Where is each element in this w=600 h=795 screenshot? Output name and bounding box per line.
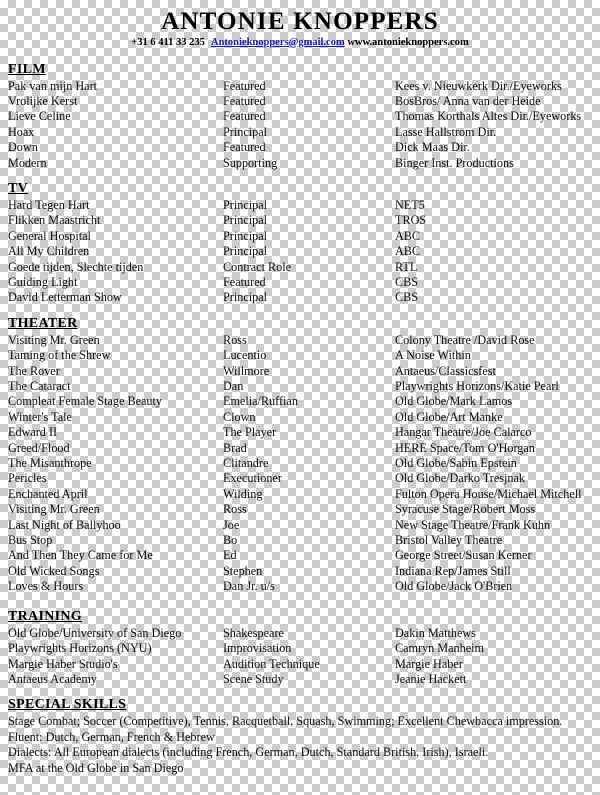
section-title-special-skills: SPECIAL SKILLS <box>8 697 127 713</box>
table-row <box>8 394 592 409</box>
table-row <box>8 364 592 379</box>
credit-title: Modern <box>8 155 47 170</box>
table-row <box>8 140 592 155</box>
special-skills-body <box>8 714 592 776</box>
table-row <box>8 548 592 563</box>
credit-title: Hoax <box>8 124 35 139</box>
credit-title: Bus Stop <box>8 533 53 548</box>
credits-table-training <box>8 626 592 688</box>
credit-role: Executioner <box>223 471 282 486</box>
credit-title: Hard Tegen Hart <box>8 197 90 212</box>
contact-line <box>8 37 592 48</box>
table-row <box>8 213 592 228</box>
credit-title: General Hospital <box>8 228 91 243</box>
credit-role: Clitandre <box>223 456 269 471</box>
training-subject: Shakespeare <box>223 625 284 640</box>
credit-role: Ed <box>223 548 237 563</box>
credit-role: Principal <box>223 228 268 243</box>
training-institution: Margie Haber Studio's <box>8 656 118 671</box>
credit-title: All My Children <box>8 244 90 259</box>
credit-role: Ross <box>223 502 247 517</box>
table-row <box>8 564 592 579</box>
table-row <box>8 672 592 687</box>
table-row <box>8 579 592 594</box>
credit-role: Emelia/Ruffian <box>223 394 298 409</box>
credit-company: Fulton Opera House/Michael Mitchell <box>395 486 582 501</box>
credit-company: CBS <box>395 274 419 289</box>
credit-company: Bristol Valley Theatre <box>395 533 503 548</box>
table-row <box>8 244 592 259</box>
credit-title: Pak van mijn Hart <box>8 78 98 93</box>
credit-company: George Street/Susan Kerner <box>395 548 532 563</box>
credit-role: Supporting <box>223 155 278 170</box>
credit-company: Playwrights Horizons/Katie Pearl <box>395 379 559 393</box>
credit-role: Stephen <box>223 563 263 578</box>
credit-company: Old Globe/Art Manke <box>395 409 503 424</box>
table-row <box>8 156 592 171</box>
skills-line: Dialects: All European dialects (including French, German, Dutch, Standard British, Irish), Israeli. <box>8 745 489 760</box>
credit-role: Principal <box>223 213 268 228</box>
section-training <box>8 609 592 688</box>
credit-role: Dan Jr. u/s <box>223 579 275 594</box>
credit-company: Hangar Theatre/Joe Calarco <box>395 425 532 440</box>
table-row <box>8 456 592 471</box>
credit-role: Dan <box>223 379 244 393</box>
credit-title: Vrolijke Kerst <box>8 93 78 108</box>
credit-role: Wilding <box>223 486 263 501</box>
credit-company: Old Globe/Darko Tresjnak <box>395 471 525 486</box>
table-row <box>8 518 592 533</box>
credit-title: Guiding Light <box>8 274 78 289</box>
training-teacher: Camryn Manheim <box>395 641 485 656</box>
credit-role: Willmore <box>223 363 270 378</box>
credit-company: TROS <box>395 213 427 228</box>
section-title-film: FILM <box>8 61 46 77</box>
credit-title: Visiting Mr. Green <box>8 332 100 347</box>
credit-title: The Cataract <box>8 379 71 393</box>
table-row <box>8 441 592 456</box>
training-subject: Improvisation <box>223 641 292 656</box>
credit-role: Principal <box>223 244 268 259</box>
credit-role: Featured <box>223 93 266 108</box>
table-row <box>8 79 592 94</box>
table-row <box>8 94 592 109</box>
credit-company: Syracuse Stage/Robert Moss <box>395 502 536 517</box>
credit-title: Old Wicked Songs <box>8 563 100 578</box>
credit-company: Binger Inst. Productions <box>395 155 514 170</box>
credit-company: Old Globe/Sabin Epstein <box>395 456 517 471</box>
credit-company: Indiana Rep/James Still <box>395 563 511 578</box>
table-row <box>8 198 592 213</box>
section-title-theater: THEATER <box>8 315 78 331</box>
credit-title: David Letterman Show <box>8 290 122 305</box>
skills-line: Fluent: Dutch, German, French & Hebrew <box>8 729 215 744</box>
credit-role: Principal <box>223 290 268 305</box>
credit-title: Winter's Tale <box>8 409 72 424</box>
table-row <box>8 657 592 672</box>
skills-line: MFA at the Old Globe in San Diego <box>8 760 184 775</box>
credit-title: And Then They Came for Me <box>8 548 153 563</box>
credit-title: Flikken Maastricht <box>8 213 101 228</box>
credit-title: Pericles <box>8 471 47 486</box>
credit-title: Greed/Flood <box>8 440 70 455</box>
credit-company: Old Globe/Jack O'Brien <box>395 579 513 594</box>
credit-company: Kees v. Nieuwkerk Dir./Eyeworks <box>395 78 562 93</box>
credit-company: NET5 <box>395 197 425 212</box>
section-special-skills <box>8 697 592 776</box>
table-row <box>8 410 592 425</box>
table-row <box>8 379 592 394</box>
phone-number: +31 6 411 33 235 <box>131 36 205 48</box>
table-row <box>8 348 592 363</box>
section-film <box>8 62 592 171</box>
credit-title: The Rover <box>8 363 60 378</box>
credit-company: Old Globe/Mark Lamos <box>395 394 513 409</box>
credit-company: ABC <box>395 244 421 259</box>
credit-company: HERE Space/Tom O'Horgan <box>395 440 535 455</box>
credit-title: Goede tijden, Slechte tijden <box>8 259 144 274</box>
training-institution: Playwrights Horizons (NYU) <box>8 641 152 656</box>
credit-role: Lucentio <box>223 348 267 363</box>
credit-company: Colony Theatre /David Rose <box>395 332 535 347</box>
skills-line: Stage Combat; Soccer (Competitive), Tennis, Racquetball, Squash, Swimming; Excellent Chewbacca impression. <box>8 714 563 729</box>
credit-role: Contract Role <box>223 259 292 274</box>
credit-role: Joe <box>223 517 240 532</box>
training-institution: Antaeus Academy <box>8 671 98 686</box>
credit-role: Featured <box>223 109 266 124</box>
page-title: ANTONIE KNOPPERS <box>161 8 439 35</box>
credit-title: Lieve Celine <box>8 109 71 124</box>
table-row <box>8 425 592 440</box>
credit-role: Bo <box>223 533 238 548</box>
credits-table-theater <box>8 333 592 595</box>
credit-company: Dick Maas Dir. <box>395 140 470 155</box>
table-row <box>8 533 592 548</box>
table-row <box>8 333 592 348</box>
credits-table-film <box>8 79 592 171</box>
credits-table-tv <box>8 198 592 306</box>
credit-title: Down <box>8 140 38 155</box>
table-row <box>8 502 592 517</box>
table-row <box>8 641 592 656</box>
training-teacher: Dakin Matthews <box>395 625 476 640</box>
table-row <box>8 260 592 275</box>
website-text: www.antonieknoppers.com <box>347 36 469 48</box>
credit-role: Principal <box>223 197 268 212</box>
credit-role: Principal <box>223 124 268 139</box>
credit-title: The Misanthrope <box>8 456 92 471</box>
credit-title: Loves & Hours <box>8 579 84 594</box>
table-row <box>8 487 592 502</box>
credit-company: CBS <box>395 290 419 305</box>
training-teacher: Margie Haber <box>395 656 463 671</box>
credit-title: Enchanted April <box>8 486 88 501</box>
training-subject: Scene Study <box>223 671 284 686</box>
credit-company: Antaeus/Classicsfest <box>395 363 496 378</box>
training-subject: Audition Technique <box>223 656 320 671</box>
table-row <box>8 109 592 124</box>
credit-company: New Stage Theatre/Frank Kuhn <box>395 517 551 532</box>
credit-role: Brad <box>223 440 247 455</box>
section-title-tv: TV <box>8 180 29 196</box>
credit-company: Lasse Hallstrom Dir. <box>395 124 497 139</box>
credit-company: A Noise Within <box>395 348 471 363</box>
credit-title: Compleat Female Stage Beauty <box>8 394 162 409</box>
credit-role: Featured <box>223 274 266 289</box>
credit-role: Ross <box>223 332 247 347</box>
credit-role: Featured <box>223 78 266 93</box>
table-row <box>8 471 592 486</box>
credit-company: ABC <box>395 228 421 243</box>
table-row <box>8 290 592 305</box>
credit-role: Clown <box>223 409 256 424</box>
table-row <box>8 626 592 641</box>
table-row <box>8 229 592 244</box>
credit-title: Edward II <box>8 425 58 440</box>
credit-role: Featured <box>223 140 266 155</box>
table-row <box>8 275 592 290</box>
table-row <box>8 125 592 140</box>
section-theater <box>8 316 592 595</box>
credit-title: Last Night of Ballyhoo <box>8 517 121 532</box>
training-institution: Old Globe/University of San Diego <box>8 625 182 640</box>
credit-company: RTL <box>395 259 418 274</box>
credit-company: BosBros/ Anna van der Heide <box>395 93 541 108</box>
section-tv <box>8 181 592 306</box>
credit-title: Taming of the Shrew <box>8 348 111 363</box>
training-teacher: Jeanie Hackett <box>395 671 467 686</box>
credit-title: Visiting Mr. Green <box>8 502 100 517</box>
section-title-training: TRAINING <box>8 608 82 624</box>
email-link[interactable]: Antonieknoppers@gmail.com <box>210 36 345 48</box>
credit-company: Thomas Korthals Altes Dir./Eyeworks <box>395 109 582 124</box>
credit-role: The Player <box>223 425 277 440</box>
